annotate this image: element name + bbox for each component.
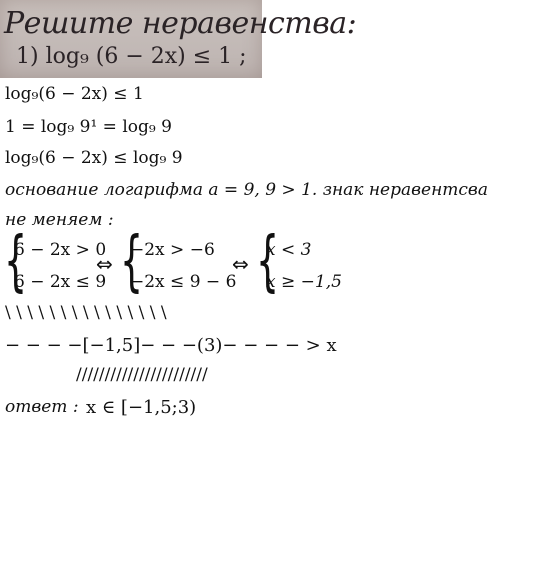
system-3-row-2: x ≥ −1,5 <box>266 272 342 292</box>
brace-2: { <box>120 222 144 299</box>
number-line: − − − −[−1,5]− − −(3)− − − − > x <box>5 335 337 356</box>
brace-3: { <box>256 222 280 299</box>
answer-label: ответ : <box>5 397 79 417</box>
system-2-row-1: −2x > −6 <box>130 240 215 260</box>
answer-value: x ∈ [−1,5;3) <box>86 397 197 418</box>
textbook-photo <box>0 0 357 78</box>
step-sign-note: не меняем : <box>5 210 114 230</box>
exercise-task: 1) log₉ (6 − 2x) ≤ 1 ; <box>16 44 247 69</box>
interval-slashes: \ \ \ \ \ \ \ \ \ \ \ \ \ \ \ <box>5 303 167 323</box>
brace-1: { <box>4 222 28 299</box>
interval-hatching: /////////////////////// <box>76 365 208 385</box>
system-1-row-1: 6 − 2x > 0 <box>14 240 107 260</box>
step-base-note: основание логарифма a = 9, 9 > 1. знак неравентсва <box>5 180 488 200</box>
equivalence-2: ⇔ <box>232 252 249 276</box>
inequality-system <box>4 222 364 300</box>
system-3-row-1: x < 3 <box>266 240 312 260</box>
step-inequality: log₉(6 − 2x) ≤ 1 <box>5 84 144 104</box>
exercise-heading: Решите неравенства: <box>4 6 357 41</box>
step-rewrite-one: 1 = log₉ 9¹ = log₉ 9 <box>5 117 172 137</box>
step-compare-logs: log₉(6 − 2x) ≤ log₉ 9 <box>5 148 183 168</box>
system-2-row-2: −2x ≤ 9 − 6 <box>130 272 237 292</box>
system-1-row-2: 6 − 2x ≤ 9 <box>14 272 107 292</box>
equivalence-1: ⇔ <box>96 252 113 276</box>
